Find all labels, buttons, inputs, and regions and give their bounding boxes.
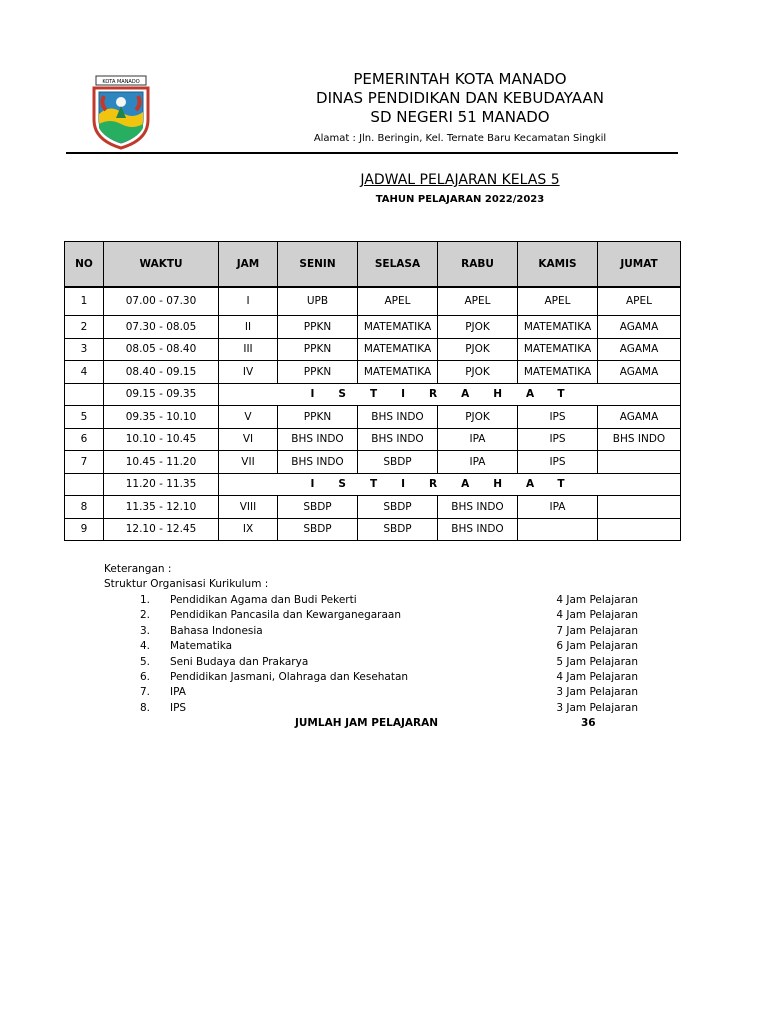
notes-label: Keterangan : (104, 563, 172, 575)
list-item (104, 624, 644, 639)
cell-no: 5 (65, 406, 104, 429)
logo-caption: KOTA MANADO (102, 79, 140, 85)
table-row (65, 428, 681, 451)
list-item (104, 608, 644, 623)
cell-jumat (598, 451, 681, 474)
cell-no: 8 (65, 496, 104, 519)
col-header-no: NO (65, 242, 104, 287)
schedule-table (64, 241, 681, 541)
cell-no (65, 383, 104, 406)
list-item (104, 655, 644, 670)
schedule-subtitle: TAHUN PELAJARAN 2022/2023 (375, 194, 545, 205)
item-number: 7. (140, 686, 151, 699)
item-number: 1. (140, 594, 151, 606)
kota-manado-logo (90, 74, 152, 150)
item-subject: IPA (170, 686, 186, 699)
cell-senin: BHS INDO (278, 451, 358, 474)
cell-waktu: 09.15 - 09.35 (104, 383, 219, 406)
header-address: Alamat : Jln. Beringin, Kel. Ternate Baru Kecamatan Singkil (313, 133, 607, 144)
curriculum-structure-label: Struktur Organisasi Kurikulum : (104, 578, 269, 591)
item-number: 2. (140, 609, 151, 622)
cell-no: 9 (65, 518, 104, 541)
cell-jam: IV (219, 361, 278, 384)
cell-no: 2 (65, 316, 104, 339)
cell-rabu: IPA (438, 451, 518, 474)
col-header-kamis: KAMIS (518, 242, 598, 287)
header-government: PEMERINTAH KOTA MANADO (353, 70, 567, 88)
schedule-title: JADWAL PELAJARAN KELAS 5 (360, 172, 560, 188)
cell-jam: VIII (219, 496, 278, 519)
cell-senin: PPKN (278, 316, 358, 339)
header-divider (66, 152, 678, 154)
col-header-selasa: SELASA (358, 242, 438, 287)
item-subject: Pendidikan Jasmani, Olahraga dan Kesehatan (170, 670, 409, 683)
item-hours: 6 Jam Pelajaran (556, 640, 638, 653)
cell-jam: II (219, 316, 278, 339)
cell-jumat: BHS INDO (598, 428, 681, 451)
item-hours: 5 Jam Pelajaran (556, 655, 638, 668)
table-row (65, 496, 681, 519)
table-row (65, 451, 681, 474)
cell-jam: IX (219, 518, 278, 541)
item-subject: Pendidikan Pancasila dan Kewarganegaraan (170, 609, 402, 622)
header-department: DINAS PENDIDIKAN DAN KEBUDAYAAN (316, 89, 604, 107)
header-school-name: SD NEGERI 51 MANADO (370, 108, 550, 126)
table-row (65, 518, 681, 541)
cell-no: 3 (65, 338, 104, 361)
item-hours: 4 Jam Pelajaran (556, 670, 638, 683)
cell-senin: BHS INDO (278, 428, 358, 451)
break-row (65, 383, 681, 406)
cell-no: 7 (65, 451, 104, 474)
cell-waktu: 10.10 - 10.45 (104, 428, 219, 451)
cell-rabu: PJOK (438, 338, 518, 361)
cell-waktu: 12.10 - 12.45 (104, 518, 219, 541)
item-number: 6. (140, 670, 151, 683)
cell-no: 6 (65, 428, 104, 451)
cell-jumat: AGAMA (598, 361, 681, 384)
item-subject: Bahasa Indonesia (170, 624, 263, 637)
item-number: 3. (140, 624, 151, 637)
table-row (65, 361, 681, 384)
break-label: ISTIRAHAT (219, 383, 681, 406)
col-header-rabu: RABU (438, 242, 518, 287)
cell-selasa: MATEMATIKA (358, 316, 438, 339)
cell-kamis (518, 518, 598, 541)
item-subject: IPS (170, 701, 187, 714)
cell-jam: I (219, 287, 278, 316)
item-hours: 3 Jam Pelajaran (556, 701, 638, 714)
cell-jumat (598, 496, 681, 519)
cell-waktu: 07.30 - 08.05 (104, 316, 219, 339)
cell-rabu: APEL (438, 287, 518, 316)
break-label: ISTIRAHAT (219, 473, 681, 496)
item-hours: 4 Jam Pelajaran (556, 609, 638, 622)
cell-waktu: 10.45 - 11.20 (104, 451, 219, 474)
cell-waktu: 07.00 - 07.30 (104, 287, 219, 316)
cell-kamis: IPA (518, 496, 598, 519)
cell-jumat (598, 518, 681, 541)
item-hours: 3 Jam Pelajaran (556, 686, 638, 699)
cell-waktu: 11.20 - 11.35 (104, 473, 219, 496)
cell-kamis: IPS (518, 406, 598, 429)
cell-jam: V (219, 406, 278, 429)
table-row (65, 406, 681, 429)
table-row (65, 287, 681, 316)
cell-selasa: SBDP (358, 518, 438, 541)
cell-waktu: 08.40 - 09.15 (104, 361, 219, 384)
cell-selasa: MATEMATIKA (358, 338, 438, 361)
cell-waktu: 11.35 - 12.10 (104, 496, 219, 519)
cell-senin: PPKN (278, 361, 358, 384)
cell-jam: III (219, 338, 278, 361)
cell-senin: SBDP (278, 496, 358, 519)
cell-jumat: APEL (598, 287, 681, 316)
cell-senin: PPKN (278, 406, 358, 429)
list-item (104, 639, 644, 654)
cell-kamis: MATEMATIKA (518, 338, 598, 361)
cell-waktu: 08.05 - 08.40 (104, 338, 219, 361)
col-header-senin: SENIN (278, 242, 358, 287)
item-subject: Matematika (170, 640, 233, 653)
cell-selasa: BHS INDO (358, 406, 438, 429)
item-subject: Pendidikan Agama dan Budi Pekerti (170, 594, 357, 606)
list-item (104, 685, 644, 700)
cell-rabu: PJOK (438, 316, 518, 339)
cell-selasa: SBDP (358, 451, 438, 474)
cell-rabu: BHS INDO (438, 518, 518, 541)
cell-no: 4 (65, 361, 104, 384)
total-hours-label: JUMLAH JAM PELAJARAN (295, 717, 438, 729)
cell-kamis: MATEMATIKA (518, 361, 598, 384)
cell-rabu: PJOK (438, 406, 518, 429)
item-hours: 7 Jam Pelajaran (556, 624, 638, 637)
list-item (104, 670, 644, 685)
notes-header (104, 562, 268, 593)
cell-rabu: BHS INDO (438, 496, 518, 519)
cell-waktu: 09.35 - 10.10 (104, 406, 219, 429)
cell-jumat: AGAMA (598, 338, 681, 361)
cell-jam: VI (219, 428, 278, 451)
cell-selasa: APEL (358, 287, 438, 316)
cell-selasa: SBDP (358, 496, 438, 519)
cell-selasa: MATEMATIKA (358, 361, 438, 384)
total-hours-value: 36 (581, 717, 596, 729)
item-number: 5. (140, 655, 151, 668)
table-row (65, 316, 681, 339)
cell-kamis: IPS (518, 451, 598, 474)
list-item (104, 701, 644, 716)
col-header-jam: JAM (219, 242, 278, 287)
col-header-waktu: WAKTU (104, 242, 219, 287)
cell-rabu: IPA (438, 428, 518, 451)
cell-kamis: MATEMATIKA (518, 316, 598, 339)
cell-no: 1 (65, 287, 104, 316)
curriculum-list (104, 593, 644, 716)
break-row (65, 473, 681, 496)
cell-no (65, 473, 104, 496)
item-hours: 4 Jam Pelajaran (556, 594, 638, 606)
cell-senin: PPKN (278, 338, 358, 361)
item-subject: Seni Budaya dan Prakarya (170, 655, 309, 668)
cell-senin: UPB (278, 287, 358, 316)
cell-kamis: APEL (518, 287, 598, 316)
cell-jam: VII (219, 451, 278, 474)
col-header-jumat: JUMAT (598, 242, 681, 287)
cell-selasa: BHS INDO (358, 428, 438, 451)
list-item (104, 593, 644, 608)
cell-kamis: IPS (518, 428, 598, 451)
cell-rabu: PJOK (438, 361, 518, 384)
item-number: 4. (140, 640, 151, 653)
table-header-row (65, 242, 681, 287)
cell-jumat: AGAMA (598, 316, 681, 339)
table-row (65, 338, 681, 361)
item-number: 8. (140, 701, 151, 714)
cell-senin: SBDP (278, 518, 358, 541)
cell-jumat: AGAMA (598, 406, 681, 429)
